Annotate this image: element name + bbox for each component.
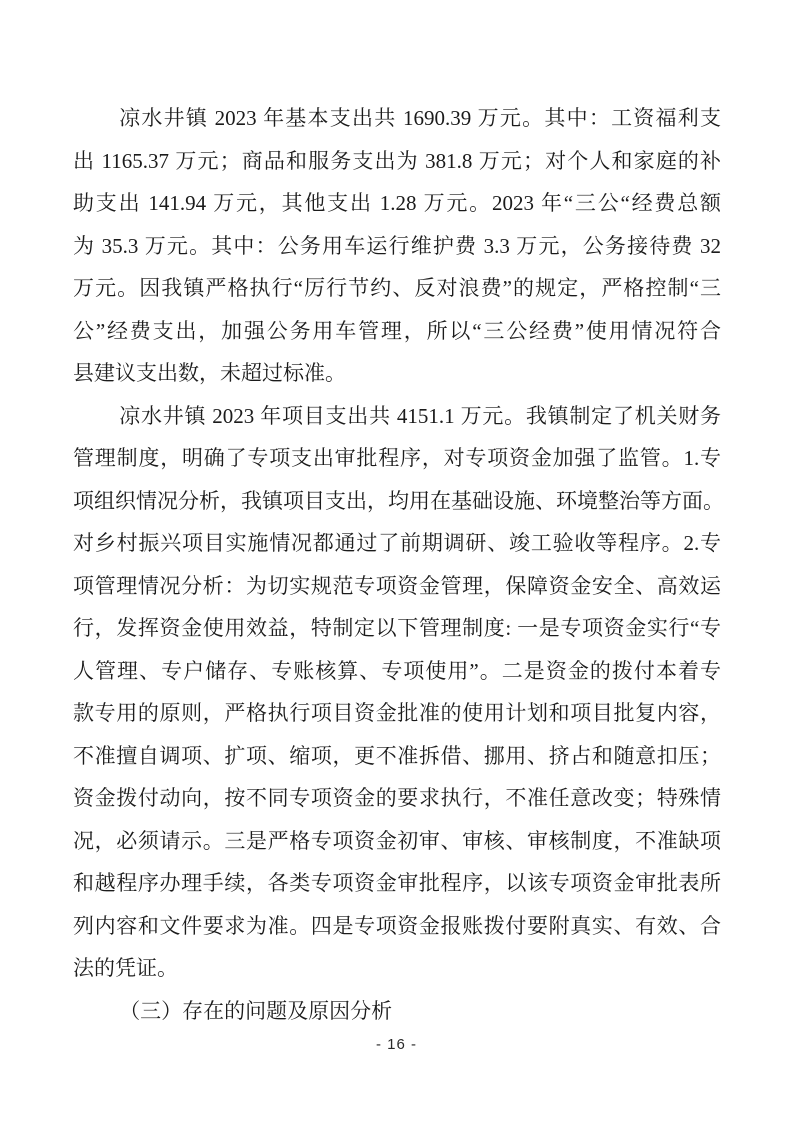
paragraph-2-line-14: 法的凭证。 xyxy=(73,956,178,980)
paragraph-2-line-12: 和越程序办理手续，各类专项资金审批程序，以该专项资金审批表所 xyxy=(73,871,721,895)
paragraph-2-line-6: 行，发挥资金使用效益，特制定以下管理制度: 一是专项资金实行“专 xyxy=(73,616,721,640)
paragraph-2-line-11: 况，必须请示。三是严格专项资金初审、审核、审核制度，不准缺项 xyxy=(73,828,721,853)
paragraph-2-line-4: 对乡村振兴项目实施情况都通过了前期调研、竣工验收等程序。2.专 xyxy=(73,531,721,555)
paragraph-2-line-3: 项组织情况分析，我镇项目支出，均用在基础设施、环境整治等方面。 xyxy=(73,488,724,513)
paragraph-2-line-9: 不准擅自调项、扩项、缩项，更不准拆借、挪用、挤占和随意扣压； xyxy=(73,743,721,768)
paragraph-1-line-5: 万元。因我镇严格执行“厉行节约、反对浪费”的规定，严格控制“三 xyxy=(73,276,721,300)
paragraph-1-line-3: 助支出 141.94 万元，其他支出 1.28 万元。2023 年“三公“经费总额 xyxy=(73,191,721,215)
paragraph-1-line-1: 凉水井镇 2023 年基本支出共 1690.39 万元。其中：工资福利支 xyxy=(119,106,721,130)
page-number: - 16 - xyxy=(375,1036,417,1053)
paragraph-2-line-10: 资金拨付动向，按不同专项资金的要求执行，不准任意改变；特殊情 xyxy=(73,786,721,810)
paragraph-2-line-8: 款专用的原则，严格执行项目资金批准的使用计划和项目批复内容， xyxy=(73,701,721,725)
paragraph-2-line-13: 列内容和文件要求为准。四是专项资金报账拨付要附真实、有效、合 xyxy=(73,913,721,938)
paragraph-2-line-2: 管理制度，明确了专项支出审批程序，对专项资金加强了监管。1.专 xyxy=(73,446,721,470)
document-body xyxy=(73,97,724,1032)
section-heading: （三）存在的问题及原因分析 xyxy=(119,998,393,1023)
paragraph-2-line-7: 人管理、专户储存、专账核算、专项使用”。二是资金的拨付本着专 xyxy=(73,658,721,683)
paragraph-2-line-5: 项管理情况分析：为切实规范专项资金管理，保障资金安全、高效运 xyxy=(73,573,721,598)
paragraph-1-line-2: 出 1165.37 万元；商品和服务支出为 381.8 万元；对个人和家庭的补 xyxy=(73,148,721,173)
paragraph-1-line-6: 公”经费支出，加强公务用车管理，所以“三公经费”使用情况符合 xyxy=(73,318,721,343)
paragraph-2-line-1: 凉水井镇 2023 年项目支出共 4151.1 万元。我镇制定了机关财务 xyxy=(119,403,721,428)
paragraph-1-line-4: 为 35.3 万元。其中：公务用车运行维护费 3.3 万元，公务接待费 32 xyxy=(73,233,721,258)
paragraph-1-line-7: 县建议支出数，未超过标准。 xyxy=(73,361,346,385)
